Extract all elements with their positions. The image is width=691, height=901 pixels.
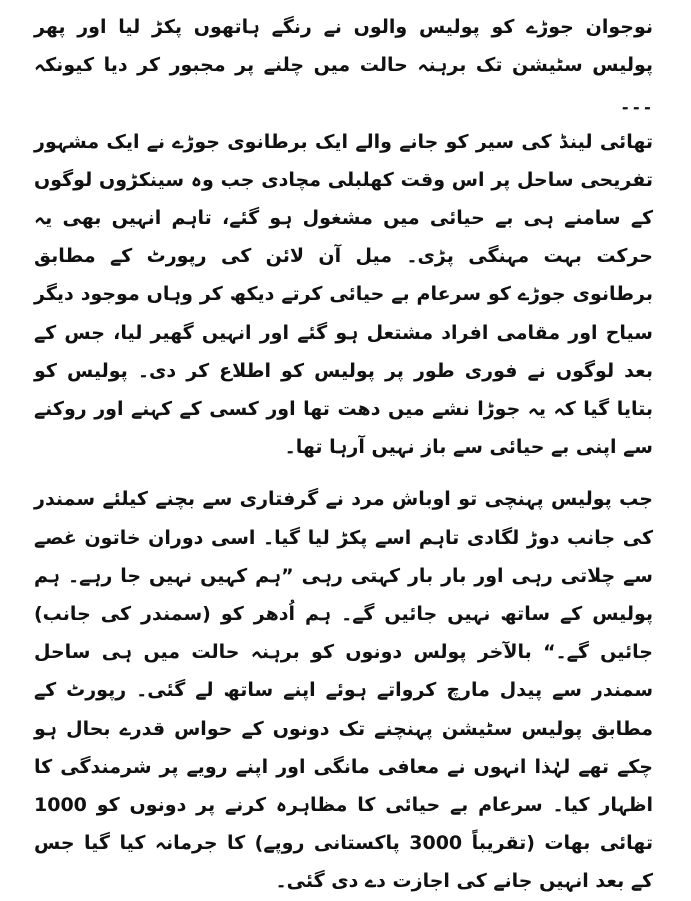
article-paragraph-arrest: جب پولیس پہنچی تو اوباش مرد نے گرفتاری سے بچنے کیلئے سمندر کی جانب دوڑ لگادی تاہم اسے پکڑ لیا گیا۔ اسی دوران خاتون غصے سے چلاتی رہی اور بار بار کہتی رہی ”ہم کہیں نہیں جا رہے۔ ہم پولیس کے ساتھ نہیں جائیں گے۔ ہم اُدھر کو (سمندر کی جانب) جائیں گے۔“ بالآخر پولس دونوں کو برہنہ حالت میں ہی ساحل سمندر سے پیدل مارچ کرواتے ہوئے اپنے ساتھ لے گئی۔ رپورٹ کے مطابق پولیس سٹیشن پہنچنے تک دونوں کے حواس قدرے بحال ہو چکے تھے لہٰذا انہوں نے معافی مانگی اور اپنے رویے پر شرمندگی کا اظہار کیا۔ سرعام بے حیائی کا مظاہرہ کرنے پر دونوں کو 1000 تھائی بھات (تقریباً 3000 پاکستانی روپے) کا جرمانہ کیا گیا جس کے بعد انہیں جانے کی اجازت دے دی گئی۔	[34, 488, 653, 893]
article-paragraph-incident: تھائی لینڈ کی سیر کو جانے والے ایک برطانوی جوڑے نے ایک مشہور تفریحی ساحل پر اس وقت کھلبلی مچادی جب وہ سینکڑوں لوگوں کے سامنے ہی بے حیائی میں مشغول ہو گئے، تاہم انہیں بھی یہ حرکت بہت مہنگی پڑی۔ میل آن لائن کی رپورٹ کے مطابق برطانوی جوڑے کو سرعام بے حیائی کرتے دیکھ کر وہاں موجود دیگر سیاح اور مقامی افراد مشتعل ہو گئے اور انہیں گھیر لیا، جس کے بعد لوگوں نے فوری طور پر پولیس کو اطلاع کر دی۔ پولیس کو بتایا گیا کہ یہ جوڑا نشے میں دھت تھا اور کسی کے کہنے اور روکنے سے اپنی بے حیائی سے باز نہیں آرہا تھا۔	[34, 130, 653, 459]
article-paragraph-intro: نوجوان جوڑے کو پولیس والوں نے رنگے ہاتھوں پکڑ لیا اور پھر پولیس سٹیشن تک برہنہ حالت میں چلنے پر مجبور کر دیا کیونکہ ۔۔۔	[34, 16, 653, 115]
